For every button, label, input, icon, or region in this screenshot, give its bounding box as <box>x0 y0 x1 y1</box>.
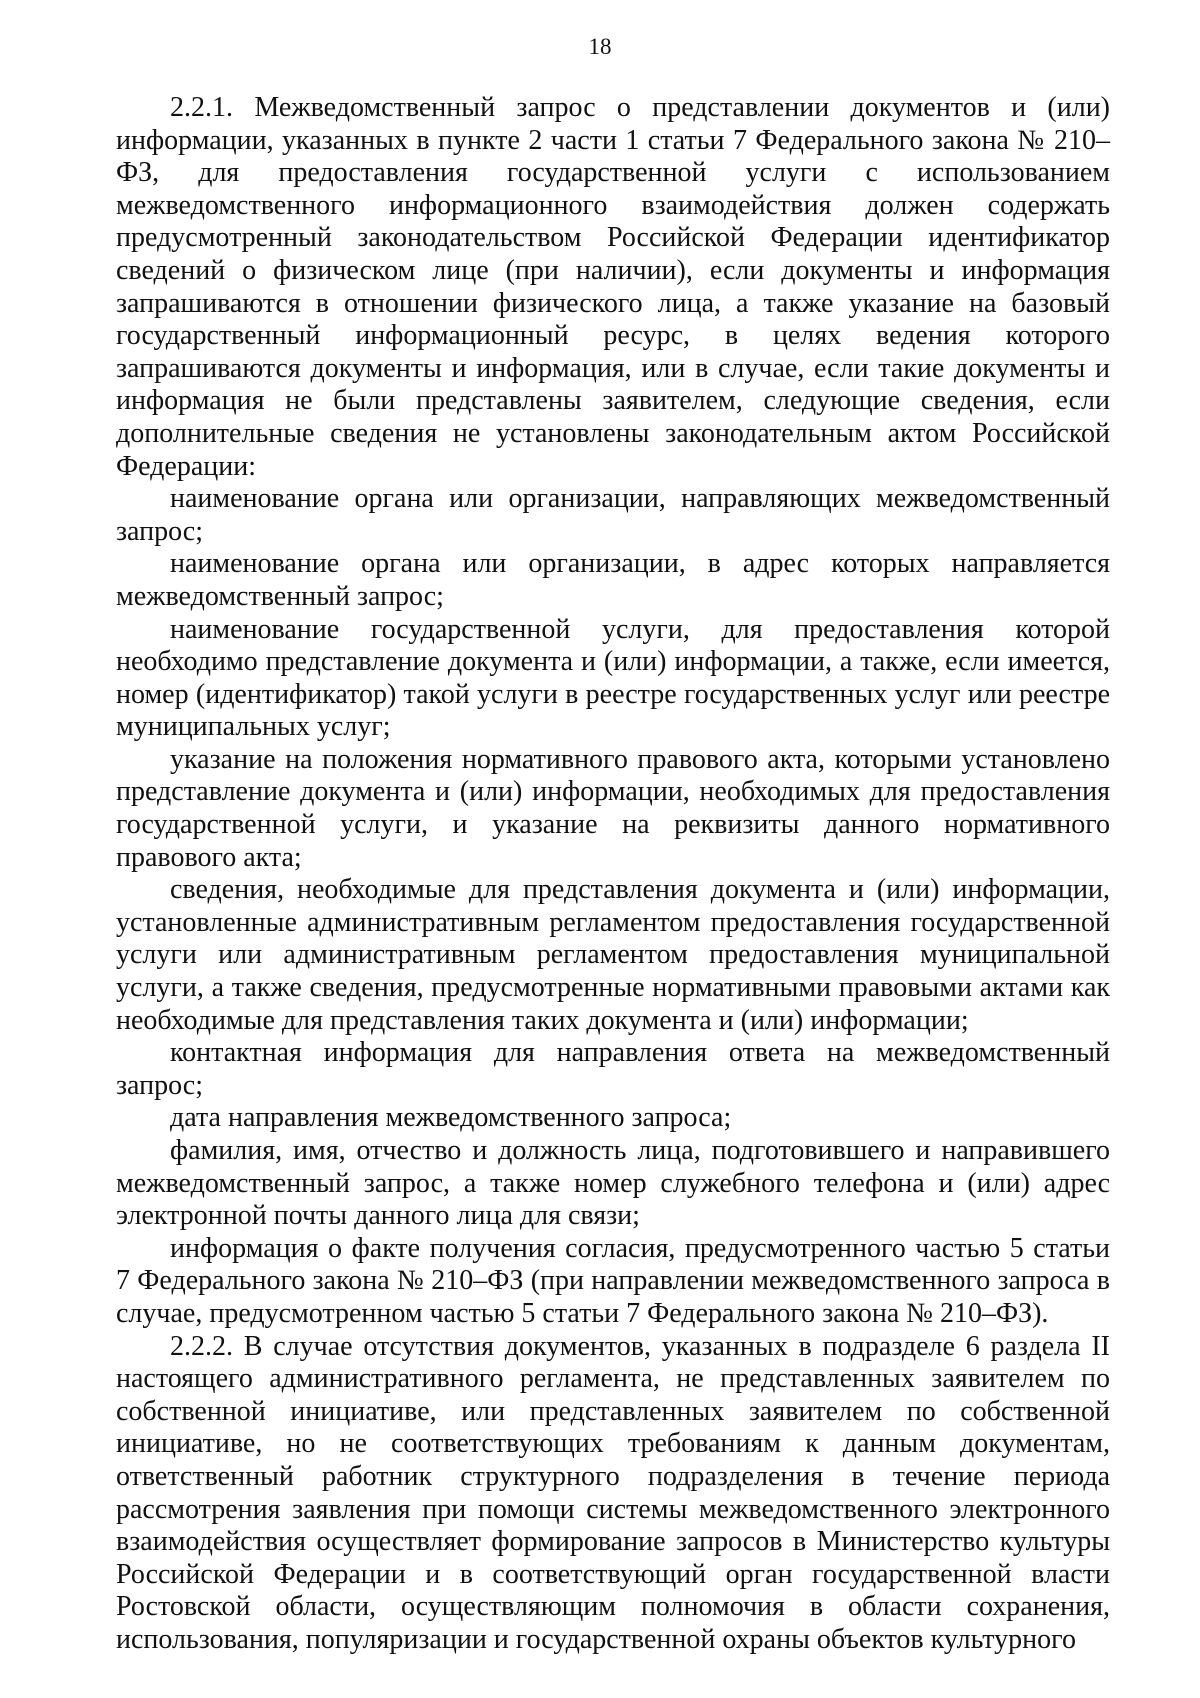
paragraph-addressee-organ: наименование органа или организации, в адрес которых направляется межведомственный запрос; <box>116 548 1110 612</box>
paragraph-responsible-person: фамилия, имя, отчество и должность лица, подготовившего и направившего межведомственный запрос, а также номер служебного телефона и (или) адрес электронной почты данного лица для связи; <box>116 1135 1110 1232</box>
paragraph-2-2-2: 2.2.2. В случае отсутствия документов, указанных в подразделе 6 раздела II настоящего административного регламента, не представленных заявителем по собственной инициативе, или представленных заявителем по собственной инициативе, но не соответствующих требованиям к данным документам, ответственный работник структурного подразделения в течение периода рассмотрения заявления при помощи системы межведомственного электронного взаимодействия осуществляет формирование запросов в Министерство культуры Российской Федерации и в соответствующий орган государственной власти Ростовской области, осуществляющим полномочия в области сохранения, использования, популяризации и государственной охраны объектов культурного <box>116 1330 1110 1655</box>
paragraph-contact-information: контактная информация для направления ответа на межведомственный запрос; <box>116 1037 1110 1101</box>
page-number: 18 <box>588 34 612 59</box>
paragraph-request-date: дата направления межведомственного запроса; <box>170 1102 732 1134</box>
paragraph-consent-information: информация о факте получения согласия, предусмотренного частью 5 статьи 7 Федерального закона № 210–ФЗ (при направлении межведомственного запроса в случае, предусмотренном частью 5 статьи 7 Федерального закона № 210–ФЗ). <box>116 1232 1110 1329</box>
paragraph-legal-act-reference: указание на положения нормативного правового акта, которыми установлено представление документа и (или) информации, необходимых для предоставления государственной услуги, и указание на реквизиты данного нормативного правового акта; <box>116 743 1110 873</box>
paragraph-service-name: наименование государственной услуги, для предоставления которой необходимо представление документа и (или) информации, а также, если имеется, номер (идентификатор) такой услуги в реестре государственных услуг или реестре муниципальных услуг; <box>116 613 1110 743</box>
paragraph-requesting-organ: наименование органа или организации, направляющих межведомственный запрос; <box>116 483 1110 547</box>
paragraph-required-information: сведения, необходимые для представления документа и (или) информации, установленные административным регламентом предоставления государственной услуги или административным регламентом предоставления муниципальной услуги, а также сведения, предусмотренные нормативными правовыми актами как необходимые для представления таких документа и (или) информации; <box>116 874 1110 1036</box>
paragraph-2-2-1: 2.2.1. Межведомственный запрос о представлении документов и (или) информации, указанных в пункте 2 части 1 статьи 7 Федерального закона № 210–ФЗ, для предоставления государственной услуги с использованием межведомственного информационного взаимодействия должен содержать предусмотренный законодательством Российской Федерации идентификатор сведений о физическом лице (при наличии), если документы и информация запрашиваются в отношении физического лица, а также указание на базовый государственный информационный ресурс, в целях ведения которого запрашиваются документы и информация, или в случае, если такие документы и информация не были представлены заявителем, следующие сведения, если дополнительные сведения не установлены законодательным актом Российской Федерации: <box>116 92 1110 482</box>
document-body <box>116 92 1110 1657</box>
